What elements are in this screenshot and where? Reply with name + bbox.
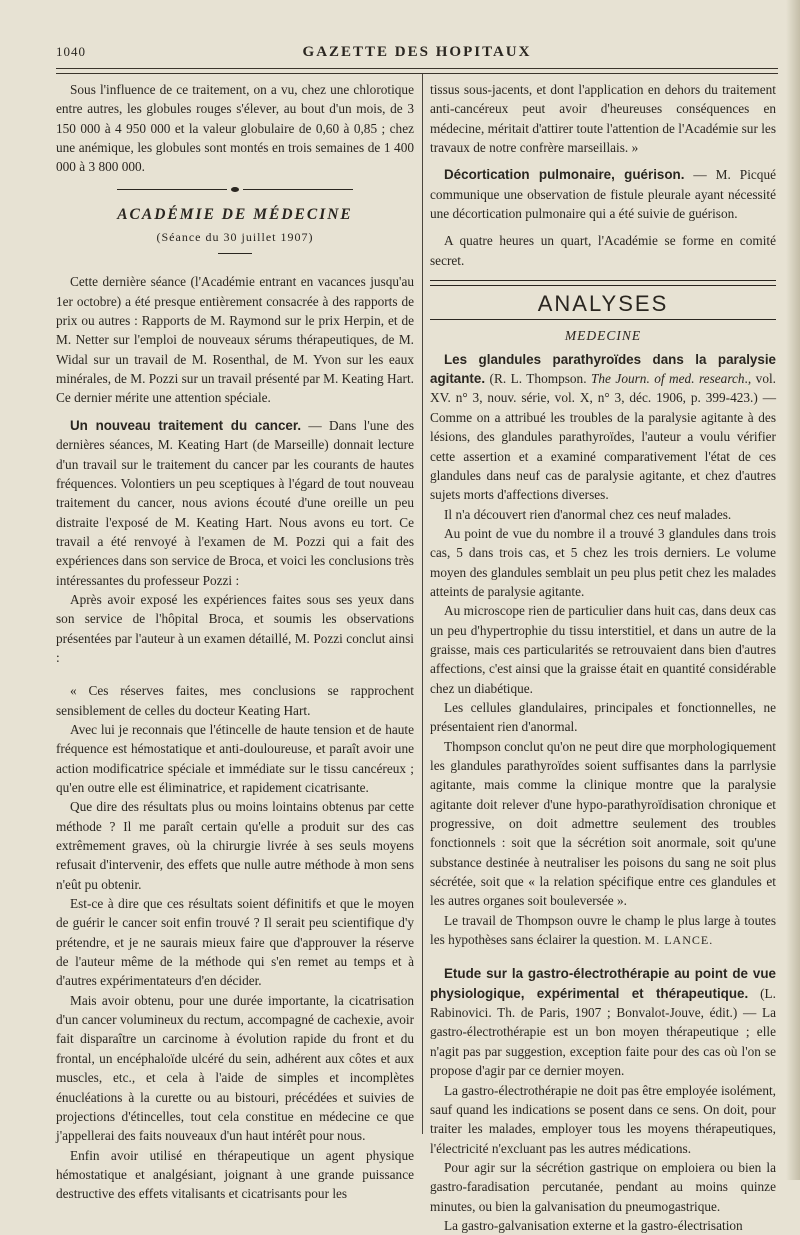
- glandules-p1: Il n'a découvert rien d'anormal chez ces neuf malades.: [444, 506, 732, 522]
- paragraph-glandules: [430, 350, 776, 505]
- page-edge-shadow: [786, 0, 800, 1180]
- intro-paragraph: Sous l'influence de ce traitement, on a vu, chez une chlorotique entre autres, les globules rouges s'élever, au bout d'un mois, de 3 150 000 à 4 950 000 et la valeur globulaire de 0,60 à 0,85 ; chez une anémique, les globules sont montés en trois semaines de 1 400 000 à 3 800 000.: [56, 82, 414, 175]
- quote-1: « Ces réserves faites, mes conclusions se rapprochent sensiblement de celles du docteur Keating Hart.: [56, 683, 414, 718]
- author-signature: M. LANCE.: [644, 933, 714, 948]
- column-separator: [422, 74, 423, 1134]
- gastro-p3: La gastro-galvanisation externe et la gastro-électrisation: [444, 1217, 743, 1233]
- quote-2: Avec lui je reconnais que l'étincelle de haute tension et de haute fréquence est hémostatique et anti-douloureuse, et paraît avoir une action modificatrice spéciale et immédiate sur le tissu cancéreux ; qu'en outre elle est éliminatrice, et rapidement cicatrisante.: [56, 721, 414, 795]
- heading-gastro: Etude sur la gastro-électrothérapie au point de vue physiologique, expérimental et thérapeutique.: [430, 966, 776, 1001]
- left-column: [56, 80, 414, 1204]
- glandules-p6: [430, 911, 776, 951]
- right-column: [430, 80, 776, 1235]
- heading-cancer: Un nouveau traitement du cancer.: [70, 417, 302, 433]
- glandules-p5: Thompson conclut qu'on ne peut dire que morphologiquement les glandules parathyroïdes soient suffisantes dans la parrlysie agitante, mais comme la clinique montre que la paralysie agitante doit relever d'une hypo-parathyroïdisation chronique et progressive, on doit admettre seulement des troubles fonctionnels : soit que la sécrétion soit anormale, soit qu'une substance destinée à neutraliser les poisons du sang ne soit plus sécrétée, soit que « la relation spécifique entre ces glandules et les autres organes soit bouleversée ».: [430, 738, 776, 909]
- analyses-title: ANALYSES: [537, 291, 669, 317]
- page-number: 1040: [56, 44, 86, 59]
- gastro-p1: La gastro-électrothérapie ne doit pas être employée isolément, sauf quand les indications se posent dans ce sens. On doit, pour traiter les malades, employer tous les moyens thérapeutiques, l'électricité n'excluant pas les autres médications.: [430, 1082, 776, 1156]
- gastro-p2: Pour agir sur la sécrétion gastrique on emploiera ou bien la gastro-faradisation percutanée, pendant au moins quinze minutes, ou bien la galvanisation du pneumogastrique.: [430, 1159, 776, 1214]
- analyses-rule-bottom: [430, 319, 776, 320]
- header-rule: [56, 68, 778, 74]
- heading-glandules: Les glandules parathyroïdes dans la paralysie agitante.: [430, 351, 776, 387]
- paragraph-comite: A quatre heures un quart, l'Académie se forme en comité secret.: [430, 233, 776, 268]
- paragraph-decortication: [430, 165, 776, 223]
- paragraph-gastro: [430, 964, 776, 1080]
- quote-3: Que dire des résultats plus ou moins lointains obtenus par cette méthode ? Il me paraît certain qu'elle a produit sur des cas extrêmement graves, où la chirurgie livrée à ses seuls moyens refusait d'intervenir, des effets que nulle autre méthode à mon sens n'eût pu obtenir.: [56, 799, 414, 892]
- paragraph-rapports: Cette dernière séance (l'Académie entrant en vacances jusqu'au 1er octobre) a été presque entièrement consacrée à des rapports de prix ou autres : Rapports de M. Raymond sur le prix Herpin, et de M. Netter sur l'emploi de nouveaux sérums thérapeutiques, de M. Widal sur un travail de M. Rosenthal, de M. Yvon sur les eaux minérales, de M. Pozzi sur un travail présenté par M. Keating Hart. Ce dernier mérite une attention spéciale.: [56, 274, 414, 406]
- glandules-ref-a: (R. L. Thompson.: [485, 371, 591, 387]
- glandules-ref-b: ., vol. XV. n° 3, nouv. série, vol. X, n° 3, déc. 1906, p. 399-423.) — Comme on a attribué les troubles de la paralysie agitante à des lésions, des glandules parathyroïdes, l'auteur a voulu vérifier cette assertion et a examiné comparativement l'état de ces glandules dans neuf cas de paralysie agitante, et chez d'autres sujets morts d'affections diverses.: [430, 371, 776, 503]
- glandules-p2: Au point de vue du nombre il a trouvé 3 glandules dans trois cas, 5 dans trois cas, et 5 chez les trois derniers. Le volume moyen des glandules semblait un peu plus petit chez les malades atteints de paralysie agitante.: [430, 525, 776, 599]
- decortication-text: — M. Picqué communique une observation de fistule pleurale ayant nécessité une décortication pulmonaire qui a été suivie de guérison.: [430, 167, 776, 222]
- seance-date: (Séance du 30 juillet 1907): [156, 230, 314, 245]
- gastro-ref: (L. Rabinovici. Th. de Paris, 1907 ; Bonvalot-Jouve, édit.) — La gastro-électrothérapie est un bon moyen thérapeutique ; elle n'agit pas par suggestion, exception faite pour des cas où l'on se propose d'agir par ce dernier moyen.: [430, 985, 776, 1079]
- glandules-ref-journal: The Journ. of med. research: [591, 371, 745, 387]
- glandules-p6-text: Le travail de Thompson ouvre le champ le plus large à toutes les hypothèses sans éclairer la question.: [430, 912, 776, 948]
- analyses-rule-top: [430, 280, 776, 286]
- paragraph-cancer-text: — Dans l'une des dernières séances, M. Keating Hart (de Marseille) donnait lecture d'un travail sur le traitement du cancer par les courants de hautes fréquences. Volontiers un peu sceptiques à l'égard de tout nouveau traitement du cancer, nous avions écouté d'une oreille un peu distraite l'exposé de M. Keating Hart. Nous avons eu tort. Ce travail a été renvoyé à l'examen de M. Pozzi qui a fait des expériences dans son service de Broca, et voici les conclusions très intéressantes du professeur Pozzi :: [56, 417, 414, 588]
- journal-title: GAZETTE DES HOPITAUX: [302, 44, 532, 60]
- glandules-p4: Les cellules glandulaires, principales et fonctionnelles, ne présentaient rien d'anormal.: [430, 699, 776, 735]
- page-header: [56, 44, 778, 66]
- ornament-divider: [56, 179, 414, 199]
- quote-6: Enfin avoir utilisé en thérapeutique un agent physique hémostatique et analgésiant, joignant à une grande puissance destructive des effets vitalisants et cicatrisants pour les: [56, 1147, 414, 1202]
- short-rule: [218, 253, 252, 254]
- paragraph-cancer: [56, 416, 414, 590]
- quote-4: Est-ce à dire que ces résultats soient définitifs et que le moyen de guérir le cancer soit enfin trouvé ? Il serait peu scientifique d'y prétendre, et je ne saurais mieux faire que d'approuver la réserve de l'auteur même de la méthode qui s'en remet au temps et à d'autres expérimentateurs d'en décider.: [56, 896, 414, 989]
- paragraph-broca: Après avoir exposé les expériences faites sous ses yeux dans son service de l'hôpital Broca, et soumis les observations présentées par l'auteur à un examen détaillé, M. Pozzi conclut ainsi :: [56, 591, 414, 665]
- academie-title: ACADÉMIE DE MÉDECINE: [117, 205, 353, 223]
- quote-continued: tissus sous-jacents, et dont l'application en dehors du traitement anti-cancéreux peut avoir d'heureuses conséquences en médecine, méritait d'attirer toute l'attention de l'Académie sur les travaux de notre confrère marseillais. »: [430, 82, 776, 156]
- quote-5: Mais avoir obtenu, pour une durée importante, la cicatrisation d'un cancer volumineux du rectum, accompagné de cachexie, avoir fait disparaître un carcinome à évolution rapide du front et du frontal, un encéphaloïde ulcéré du sein, adhérent aux côtes et aux muscles, etc., et cela à l'aide de simples et incomplètes énucléations à la curette ou au bistouri, précédées et suivies de projections d'étincelles, tout cela constitue en médecine ce que j'appellerai des faits nouveaux d'un haut intérêt pour nous.: [56, 992, 414, 1144]
- medecine-subtitle: MEDECINE: [564, 328, 642, 344]
- glandules-p3: Au microscope rien de particulier dans huit cas, dans deux cas un peu d'hypertrophie du tissu interstitiel, et dans un autre de la graisse, mais ces particularités se retrouvaient dans bien d'autres affections, c'est ainsi que la graisse était en quantité considérable chez un diabétique.: [430, 603, 776, 696]
- heading-decortication: Décortication pulmonaire, guérison.: [444, 167, 685, 183]
